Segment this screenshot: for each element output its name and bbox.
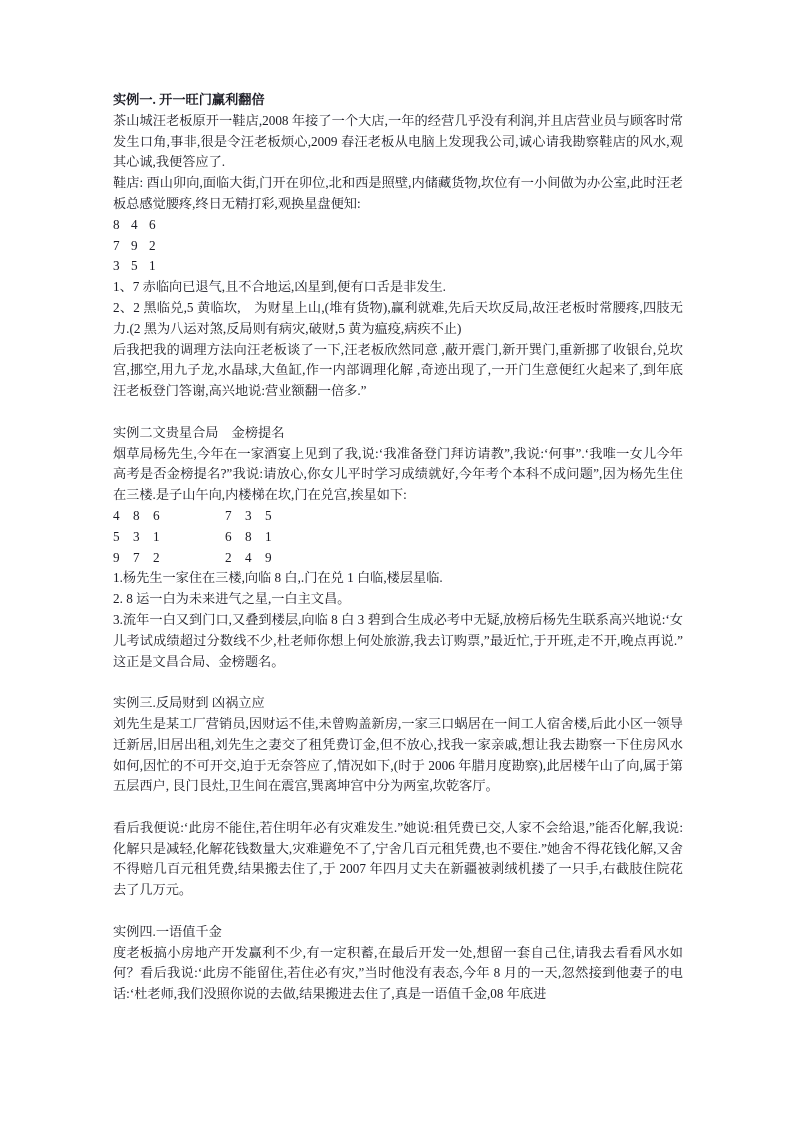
grid-cell: 9 <box>113 549 120 565</box>
table-row <box>113 236 683 257</box>
grid-cell: 3 <box>245 507 252 523</box>
case-study-section-2 <box>113 423 683 673</box>
section-2-paragraph-1: 烟草局杨先生,今年在一家酒宴上见到了我,说:‘我准备登门拜访请教”,我说:‘何事”.‘我唯一女儿今年高考是否金榜提名?”我说:请放心,你女儿平时学习成绩就好,今年考个本科不成问题”,因为杨先生住在三楼.是子山午向,内楼梯在坎,门在兑宫,挨星如下: <box>113 445 683 503</box>
grid-cell: 2 <box>153 549 160 565</box>
grid-cell: 6 <box>225 528 232 544</box>
grid-cell: 4 <box>113 507 120 523</box>
section-2-note-1: 1.杨先生一家住在三楼,向临 8 白,.门在兑 1 白临,楼层星临. <box>113 570 443 586</box>
section-1-paragraph-2: 鞋店: 酉山卯向,面临大街,门开在卯位,北和西是照壁,内储藏货物,坎位有一小间做为办公室,此时汪老板总感觉腰疼,终日无精打彩,观换星盘便知: <box>113 175 683 211</box>
document-body <box>113 90 683 1005</box>
grid-cell: 6 <box>153 507 160 523</box>
grid-cell: 3 <box>113 258 120 274</box>
grid-cell: 5 <box>265 507 272 523</box>
grid-cell: 6 <box>149 216 156 232</box>
table-row <box>113 215 683 236</box>
grid-cell: 1 <box>149 258 156 274</box>
grid-cell: 2 <box>225 549 232 565</box>
table-row <box>113 527 683 548</box>
section-4-heading: 实例四.一语值千金 <box>113 923 222 939</box>
case-study-section-3 <box>113 693 683 901</box>
section-3-paragraph-2: 看后我便说:‘此房不能住,若住明年必有灾难发生.”她说:租凭费已交,人家不会给退,”能否化解,我说:化解只是减轻,化解花钱数量大,灾难避免不了,宁舍几百元租凭费,也不要住.”她舍不得花钱化解,又舍不得赔几百元租凭费,结果搬去住了,于 2007 年四月丈夫在新疆被剥绒机搂了一只手,右截肢住院花去了几万元。 <box>113 819 683 898</box>
grid-cell: 7 <box>225 507 232 523</box>
grid-cell: 1 <box>265 528 272 544</box>
section-2-note-2: 2. 8 运一白为未来进气之星,一白主文昌。 <box>113 591 351 607</box>
grid-cell: 4 <box>245 549 252 565</box>
grid-cell: 9 <box>131 237 138 253</box>
section-2-flying-star-grid-pair <box>113 506 683 568</box>
grid-cell: 7 <box>133 549 140 565</box>
section-2-heading: 实例二文贵星合局 金榜提名 <box>113 424 285 440</box>
table-row <box>113 256 683 277</box>
grid-cell: 4 <box>131 216 138 232</box>
grid-cell: 2 <box>149 237 156 253</box>
grid-cell: 8 <box>133 507 140 523</box>
table-row <box>113 506 683 527</box>
table-row <box>113 548 683 569</box>
grid-cell: 3 <box>133 528 140 544</box>
grid-cell: 8 <box>245 528 252 544</box>
case-study-section-1 <box>113 90 683 402</box>
section-divider-3 <box>113 901 683 922</box>
section-4-paragraph-1: 度老板搞小房地产开发赢利不少,有一定积蓄,在最后开发一处,想留一套自己住,请我去看看风水如何？看后我说:‘此房不能留住,若住必有灾,”当时他没有表态,今年 8 月的一天,忽然接到他妻子的电话:‘杜老师,我们没照你说的去做,结果搬进去住了,真是一语值千金,08 年底进 <box>113 944 683 1002</box>
section-3-inner-spacer <box>113 797 683 818</box>
grid-cell: 5 <box>131 258 138 274</box>
section-divider-2 <box>113 672 683 693</box>
section-1-flying-star-grid <box>113 215 683 277</box>
grid-cell: 1 <box>153 528 160 544</box>
section-1-note-1: 1、7 赤临向已退气,且不合地运,凶星到,便有口舌是非发生. <box>113 279 446 295</box>
grid-cell: 8 <box>113 216 120 232</box>
section-1-heading: 实例一. 开一旺门赢利翻倍 <box>113 92 265 107</box>
section-2-note-3: 3.流年一白又到门口,又叠到楼层,向临 8 白 3 碧到合生成必考中无疑,放榜后杨先生联系高兴地说:‘女儿考试成绩超过分数线不少,杜老师你想上何处旅游,我去订购票,”最近忙,于开班,走不开,晚点再说.” 这正是文昌合局、金榜题名。 <box>113 611 683 669</box>
section-1-paragraph-1: 茶山城汪老板原开一鞋店,2008 年接了一个大店,一年的经营几乎没有利润,并且店营业员与顾客时常发生口角,事非,很是令汪老板烦心,2009 春汪老板从电脑上发现我公司,诚心请我勘察鞋店的风水,观其心诚,我便答应了. <box>113 112 683 170</box>
grid-cell: 7 <box>113 237 120 253</box>
section-divider-1 <box>113 402 683 423</box>
section-1-note-3: 后我把我的调理方法向汪老板谈了一下,汪老板欣然同意 ,蔽开震门,新开巽门,重新挪了收银台,兑坎宫,挪空,用九子龙,水晶球,大鱼缸,作一内部调理化解 ,奇迹出现了,一开门生意便红火起来了,到年底汪老板登门答谢,高兴地说:营业额翻一倍多.” <box>113 341 683 399</box>
grid-cell: 5 <box>113 528 120 544</box>
section-3-paragraph-1: 刘先生是某工厂营销员,因财运不佳,未曾购盖新房,一家三口蜗居在一间工人宿舍楼,后此小区一领导迁新居,旧居出租,刘先生之妻交了租凭费订金,但不放心,找我一家亲戚,想让我去勘察一下住房风水如何,因忙的不可开交,迫于无奈答应了,情况如下,(时于 2006 年腊月度勘察),此居楼午山了向,属于第五层西户, 艮门艮灶,卫生间在震宫,巽离坤宫中分为两室,坎乾客厅。 <box>113 715 683 794</box>
section-3-heading: 实例三.反局财到 凶祸立应 <box>113 695 265 711</box>
section-1-note-2: 2、2 黑临兑,5 黄临坎, 为财星上山,(堆有货物),赢利就难,先后天坎反局,故汪老板时常腰疼,四肢无力.(2 黑为八运对煞,反局则有病灾,破财,5 黄为瘟疫,病疾不止) <box>113 299 683 336</box>
case-study-section-4 <box>113 922 683 1005</box>
grid-cell: 9 <box>265 549 272 565</box>
